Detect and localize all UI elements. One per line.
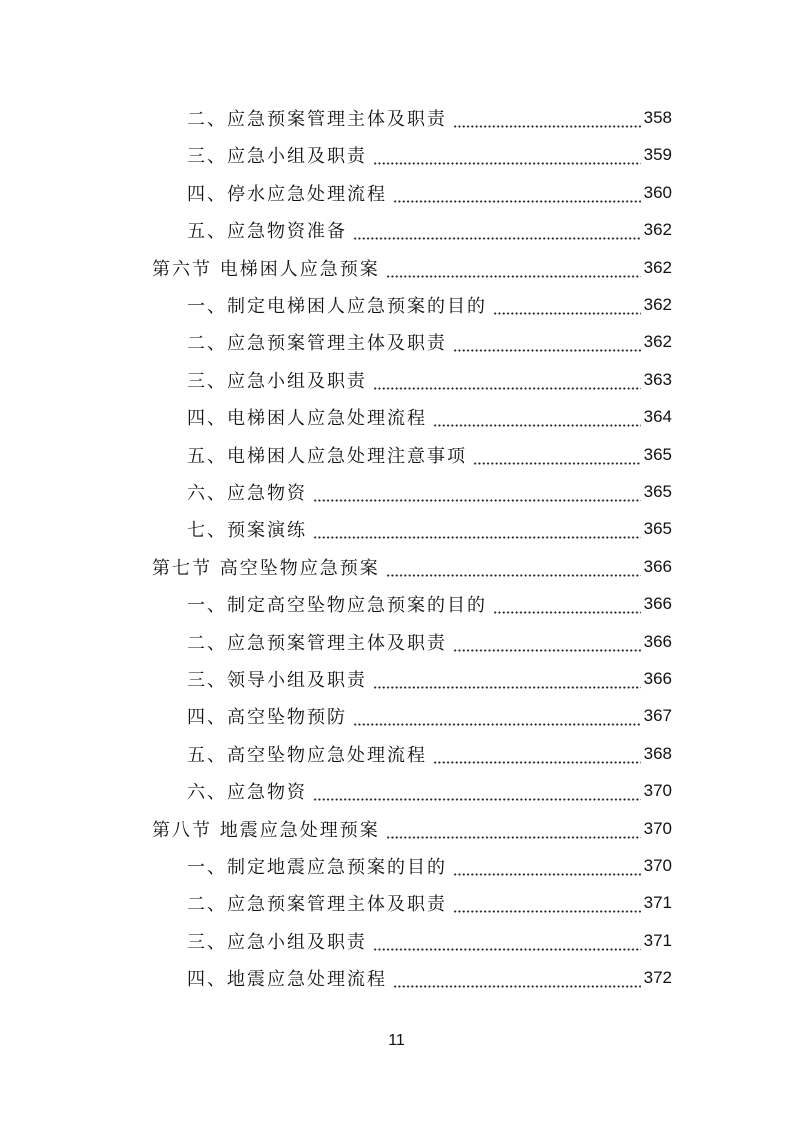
page-number: 11 xyxy=(388,1032,405,1049)
toc-entry-line xyxy=(187,848,672,884)
toc-entry-line xyxy=(152,811,672,847)
dot-leader xyxy=(386,565,641,577)
toc-item-entry[interactable] xyxy=(0,362,793,398)
toc-entry-title: 二、应急预案管理主体及职责 xyxy=(187,632,447,654)
toc-entry-title: 四、电梯困人应急处理流程 xyxy=(187,408,427,430)
toc-entry-title: 五、高空坠物应急处理流程 xyxy=(187,744,427,766)
toc-entry-page-number: 358 xyxy=(643,108,672,127)
toc-entry-line xyxy=(187,885,672,921)
toc-item-entry[interactable] xyxy=(0,287,793,323)
dot-leader xyxy=(386,266,641,278)
dot-leader xyxy=(313,789,641,801)
toc-item-entry[interactable] xyxy=(0,736,793,772)
dot-leader xyxy=(313,490,641,502)
dot-leader xyxy=(373,153,641,165)
toc-entry-title: 三、领导小组及职责 xyxy=(187,670,367,691)
toc-entry-line xyxy=(152,549,672,585)
toc-item-entry[interactable] xyxy=(0,923,793,959)
toc-entry-page-number: 368 xyxy=(643,743,672,763)
dot-leader xyxy=(353,714,641,726)
toc-item-entry[interactable] xyxy=(0,137,793,173)
toc-entry-line xyxy=(187,511,672,547)
toc-entry-page-number: 370 xyxy=(643,856,672,875)
toc-item-entry[interactable] xyxy=(0,437,793,473)
toc-entry-page-number: 362 xyxy=(643,220,672,240)
toc-entry-title: 五、电梯困人应急处理注意事项 xyxy=(187,445,467,467)
toc-entry-line xyxy=(152,250,672,286)
toc-item-entry[interactable] xyxy=(0,661,793,697)
toc-item-entry[interactable] xyxy=(0,848,793,884)
dot-leader xyxy=(453,864,641,876)
toc-entry-line xyxy=(187,287,672,323)
toc-entry-page-number: 370 xyxy=(643,818,672,838)
toc-entry-line xyxy=(187,474,672,510)
toc-entry-line xyxy=(187,624,672,660)
toc-entry-line xyxy=(187,324,672,360)
toc-entry-page-number: 365 xyxy=(643,444,672,464)
toc-entry-page-number: 366 xyxy=(643,556,672,576)
toc-entry-title: 二、应急预案管理主体及职责 xyxy=(187,333,447,355)
toc-item-entry[interactable] xyxy=(0,399,793,435)
toc-entry-title: 第八节 地震应急处理预案 xyxy=(152,819,380,841)
dot-leader xyxy=(453,640,641,652)
toc-entry-title: 三、应急小组及职责 xyxy=(187,370,367,392)
toc-entry-title: 第六节 电梯困人应急预案 xyxy=(152,258,380,280)
toc-entry-line xyxy=(187,661,672,697)
toc-entry-title: 五、应急物资准备 xyxy=(187,221,347,243)
dot-leader xyxy=(373,378,641,390)
toc-entry-line xyxy=(187,923,672,959)
toc-entry-line xyxy=(187,175,672,211)
toc-entry-title: 四、高空坠物预防 xyxy=(187,707,347,729)
toc-entry-line xyxy=(187,137,672,173)
dot-leader xyxy=(353,228,641,240)
toc-item-entry[interactable] xyxy=(0,474,793,510)
toc-entry-page-number: 365 xyxy=(643,519,672,539)
toc-entry-line xyxy=(187,960,672,996)
toc-section-entry[interactable] xyxy=(0,549,793,585)
toc-item-entry[interactable] xyxy=(0,960,793,996)
toc-entry-title: 三、应急小组及职责 xyxy=(187,931,367,953)
toc-entry-line xyxy=(187,586,672,622)
toc-entry-page-number: 362 xyxy=(643,332,672,352)
toc-entry-page-number: 364 xyxy=(643,407,672,427)
toc-entry-page-number: 360 xyxy=(643,182,672,202)
dot-leader xyxy=(393,976,641,988)
dot-leader xyxy=(433,415,641,427)
toc-section-entry[interactable] xyxy=(0,811,793,847)
toc-entry-page-number: 363 xyxy=(643,369,672,389)
toc-entry-title: 一、制定地震应急预案的目的 xyxy=(187,857,447,878)
toc-item-entry[interactable] xyxy=(0,698,793,734)
dot-leader xyxy=(453,901,641,913)
toc-entry-line xyxy=(187,362,672,398)
dot-leader xyxy=(313,527,641,539)
toc-entry-title: 一、制定电梯困人应急预案的目的 xyxy=(187,296,487,317)
toc-entry-title: 七、预案演练 xyxy=(187,520,307,542)
toc-entry-title: 二、应急预案管理主体及职责 xyxy=(187,109,447,130)
toc-entry-page-number: 370 xyxy=(643,781,672,801)
toc-entry-page-number: 371 xyxy=(643,930,672,950)
dot-leader xyxy=(493,303,641,315)
toc-entry-line xyxy=(187,736,672,772)
dot-leader xyxy=(453,340,641,352)
toc-entry-page-number: 367 xyxy=(643,706,672,726)
toc-entry-page-number: 366 xyxy=(643,669,672,688)
toc-entry-page-number: 359 xyxy=(643,145,672,165)
toc-entry-page-number: 362 xyxy=(643,257,672,277)
toc-entry-title: 六、应急物资 xyxy=(187,782,307,804)
dot-leader xyxy=(373,939,641,951)
toc-entry-page-number: 372 xyxy=(643,968,672,988)
toc-entry-title: 四、地震应急处理流程 xyxy=(187,969,387,991)
toc-entry-title: 一、制定高空坠物应急预案的目的 xyxy=(187,595,487,617)
dot-leader xyxy=(473,453,641,465)
dot-leader xyxy=(386,827,641,839)
toc-entry-page-number: 371 xyxy=(643,893,672,913)
toc-entry-title: 第七节 高空坠物应急预案 xyxy=(152,557,380,579)
toc-entry-line xyxy=(187,100,672,136)
toc-entry-page-number: 366 xyxy=(643,631,672,651)
toc-item-entry[interactable] xyxy=(0,212,793,248)
toc-item-entry[interactable] xyxy=(0,586,793,622)
toc-entry-page-number: 366 xyxy=(643,594,672,614)
toc-entry-line xyxy=(187,212,672,248)
toc-entry-page-number: 365 xyxy=(643,482,672,501)
toc-item-entry[interactable] xyxy=(0,773,793,809)
toc-item-entry[interactable] xyxy=(0,511,793,547)
toc-entry-line xyxy=(187,698,672,734)
toc-item-entry[interactable] xyxy=(0,624,793,660)
toc-item-entry[interactable] xyxy=(0,885,793,921)
toc-entry-title: 三、应急小组及职责 xyxy=(187,146,367,168)
dot-leader xyxy=(373,677,641,689)
toc-entry-line xyxy=(187,399,672,435)
toc-section-entry[interactable] xyxy=(0,250,793,286)
toc-entry-title: 六、应急物资 xyxy=(187,483,307,504)
toc-item-entry[interactable] xyxy=(0,100,793,136)
toc-entry-title: 二、应急预案管理主体及职责 xyxy=(187,894,447,916)
toc-entry-title: 四、停水应急处理流程 xyxy=(187,183,387,205)
toc-entry-line xyxy=(187,773,672,809)
toc-entry-line xyxy=(187,437,672,473)
dot-leader xyxy=(493,602,641,614)
dot-leader xyxy=(453,116,641,128)
dot-leader xyxy=(393,191,641,203)
dot-leader xyxy=(433,752,641,764)
toc-entry-page-number: 362 xyxy=(643,295,672,314)
toc-item-entry[interactable] xyxy=(0,175,793,211)
toc-item-entry[interactable] xyxy=(0,324,793,360)
